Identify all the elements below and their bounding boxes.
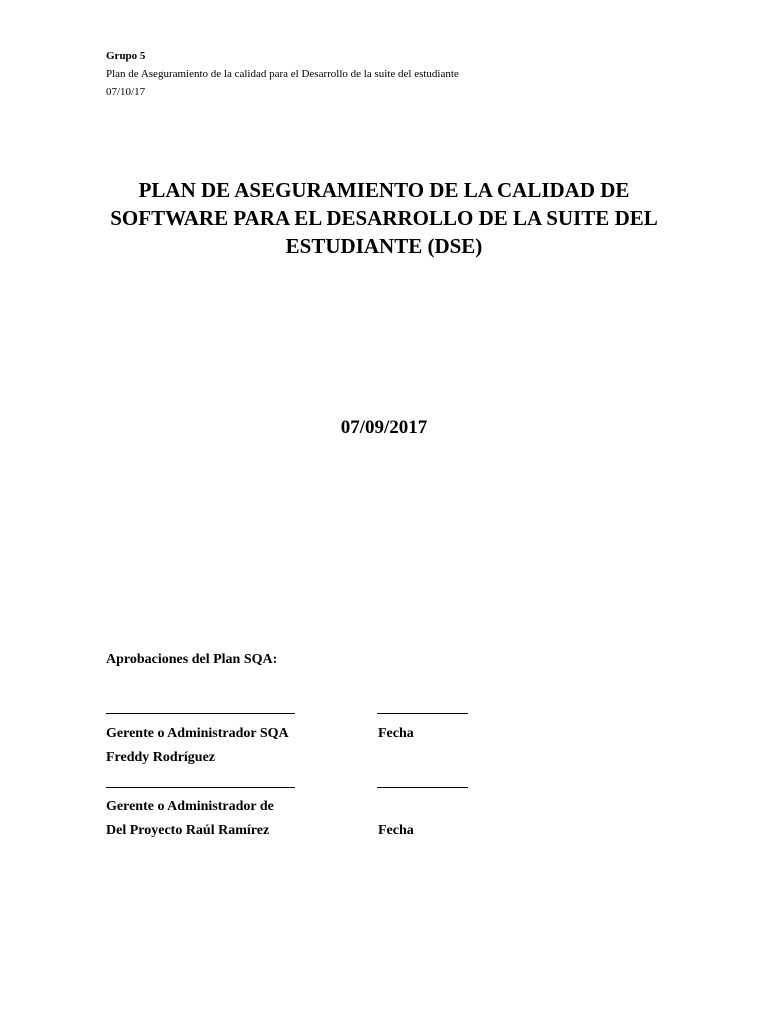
approver-name: Del Proyecto Raúl Ramírez — [106, 823, 270, 838]
date-label: Fecha — [378, 823, 414, 838]
header-subtitle: Plan de Aseguramiento de la calidad para el Desarrollo de la suite del estudiante — [106, 68, 459, 80]
document-title — [80, 176, 688, 260]
date-label: Fecha — [378, 726, 414, 741]
signature-line — [106, 787, 295, 788]
title-line: SOFTWARE PARA EL DESARROLLO DE LA SUITE DEL — [110, 206, 658, 230]
title-line: PLAN DE ASEGURAMIENTO DE LA CALIDAD DE — [138, 178, 630, 202]
approver-role: Gerente o Administrador SQA — [106, 726, 289, 741]
document-date: 07/09/2017 — [340, 417, 428, 438]
title-line: ESTUDIANTE (DSE) — [285, 234, 483, 258]
date-line — [377, 713, 468, 714]
approver-name: Freddy Rodríguez — [106, 750, 216, 765]
header-date: 07/10/17 — [106, 86, 146, 98]
date-line — [377, 787, 468, 788]
header-group: Grupo 5 — [106, 50, 146, 62]
approver-role: Gerente o Administrador de — [106, 799, 274, 814]
approvals-heading: Aprobaciones del Plan SQA: — [106, 652, 278, 667]
signature-line — [106, 713, 295, 714]
